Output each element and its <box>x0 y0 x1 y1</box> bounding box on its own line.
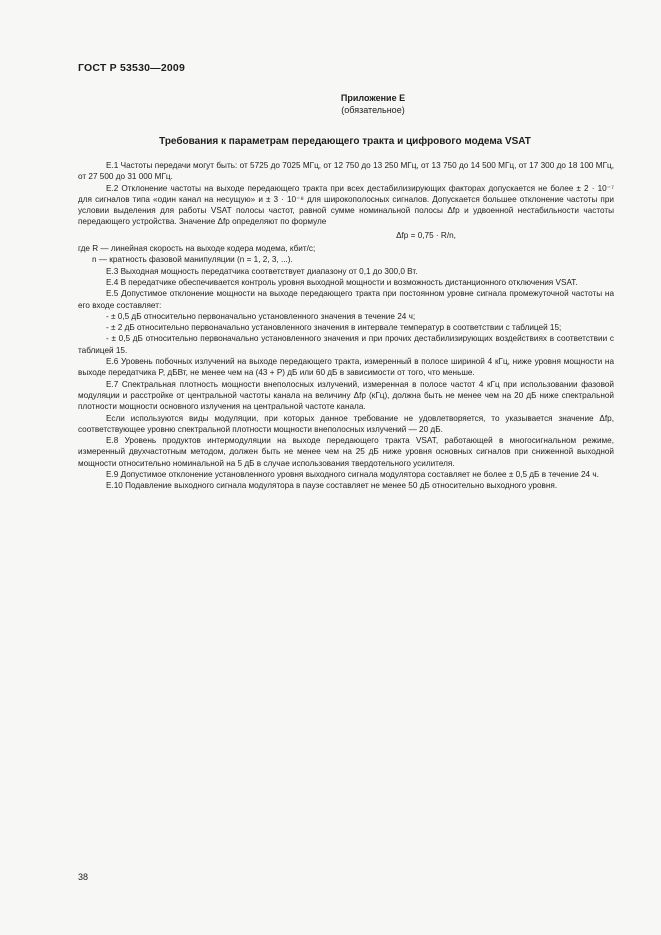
formula-where-r: где R — линейная скорость на выходе кодера модема, кбит/с; <box>78 244 316 254</box>
paragraph-e7: Е.7 Спектральная плотность мощности внеполосных излучений, измеренная в полосе частот 4 кГц при использовании фазовой модуляции и расстройке от центральной частоты канала на величину Δfр (кГц), должна быть не менее чем на 20 дБ ниже спектральной плотности мощности основного излучения на центральной частоте канала. <box>78 379 614 412</box>
paragraph-e2: Е.2 Отклонение частоты на выходе передающего тракта при всех дестабилизирующих факторах допускается не более ± 2 · 10⁻⁷ для сигналов типа «один канал на несущую» и ± 3 · 10⁻⁸ для широкополосных сигналов. Допускается большее отклонение частоты при условии выделения для работы VSAT полосы частот, равной сумме номинальной полосы Δfр и удвоенной нестабильности частоты передающего устройства. Значение Δfр определяют по формуле <box>78 183 614 227</box>
appendix-heading <box>290 92 456 116</box>
paragraph-e9: Е.9 Допустимое отклонение установленного уровня выходного сигнала модулятора составляет не более ± 0,5 дБ в течение 24 ч. <box>106 470 599 480</box>
paragraph-e4: Е.4 В передатчике обеспечивается контроль уровня выходной мощности и возможность дистанционного отключения VSAT. <box>106 277 578 287</box>
page-number: 38 <box>78 872 89 882</box>
list-item: - ± 0,5 дБ относительно первоначально установленного значения в течение 24 ч; <box>106 311 416 321</box>
appendix-status: (обязательное) <box>341 105 405 115</box>
list-item: - ± 0,5 дБ относительно первоначально установленного значения и при прочих дестабилизирующих воздействиях в соответствии с таблицей 15. <box>78 334 614 355</box>
paragraph-e6: Е.6 Уровень побочных излучений на выходе передающего тракта, измеренный в полосе шириной 4 кГц, ниже уровня мощности на выходе передатчика P, дБВт, не менее чем на (43 + P) дБ или 60 дБ в зависимости от того, что меньше. <box>78 357 614 378</box>
list-item: - ± 2 дБ относительно первоначально установленного значения в интервале температур в соответствии с таблицей 15; <box>106 323 562 333</box>
appendix-label: Приложение Е <box>340 93 406 103</box>
document-body <box>78 160 614 492</box>
formula-where-n: n — кратность фазовой манипуляции (n = 1, 2, 3, ...). <box>92 255 293 265</box>
standard-header: ГОСТ Р 53530—2009 <box>78 62 186 74</box>
paragraph-e5: Е.5 Допустимое отклонение мощности на выходе передающего тракта при постоянном уровне сигнала промежуточной частоты на его входе составляет: <box>78 289 614 310</box>
section-title: Требования к параметрам передающего тракта и цифрового модема VSAT <box>159 136 531 147</box>
paragraph-e7-note: Если используются виды модуляции, при которых данное требование не удовлетворяется, то указывается значение Δfр, соответствующее уровню спектральной плотности мощности внеполосных излучений — 20 дБ. <box>78 413 614 434</box>
paragraph-e3: Е.3 Выходная мощность передатчика соответствует диапазону от 0,1 до 300,0 Вт. <box>106 266 418 276</box>
paragraph-e8: Е.8 Уровень продуктов интермодуляции на выходе передающего тракта VSAT, работающей в многосигнальном режиме, измеренный двухчастотным методом, должен быть не менее чем на 25 дБ ниже уровня основных сигналов при сниженной выходной мощности относительно номинальной на 5 дБ в случае использования твердотельного усилителя. <box>78 436 614 468</box>
paragraph-e10: Е.10 Подавление выходного сигнала модулятора в паузе составляет не менее 50 дБ относительно выходного уровня. <box>106 481 558 491</box>
formula: Δfр = 0,75 · R/n, <box>396 230 456 240</box>
paragraph-e1: Е.1 Частоты передачи могут быть: от 5725 до 7025 МГц, от 12 750 до 13 250 МГц, от 13 750 до 14 500 МГц, от 17 300 до 18 100 МГц, от 27 500 до 31 000 МГц. <box>78 161 614 182</box>
